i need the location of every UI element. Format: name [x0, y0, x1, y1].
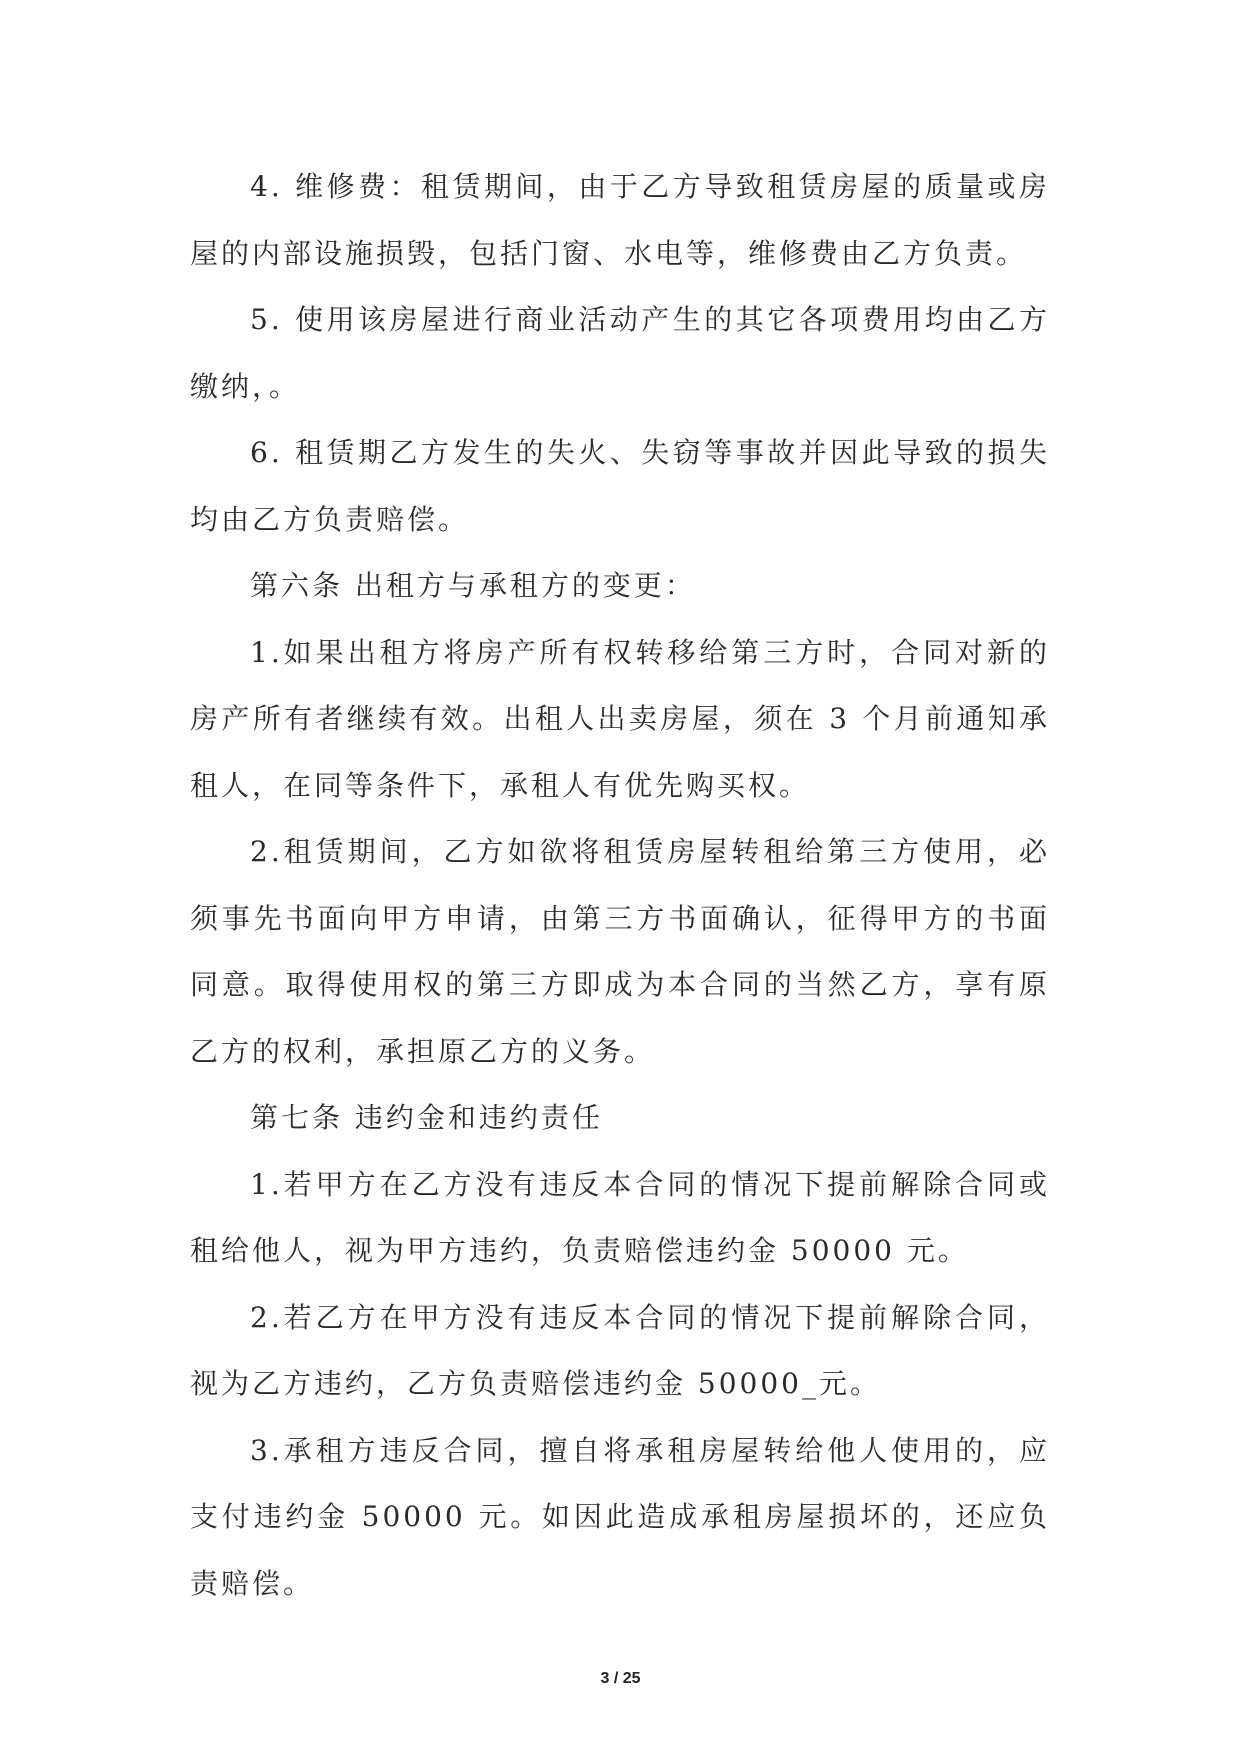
article-seven-heading: 第七条 违约金和违约责任 [250, 1101, 603, 1134]
clause-commercial-fees: 5. 使用该房屋进行商业活动产生的其它各项费用均由乙方缴纳，。 [190, 303, 1050, 403]
clause-unauthorized-sublease: 3.承租方违反合同，擅自将承租房屋转给他人使用的，应支付违约金 50000 元。如因此造成承租房屋损坏的，还应负责赔偿。 [190, 1433, 1050, 1600]
document-body [190, 154, 1050, 1617]
clause-lessee-breach: 2.若乙方在甲方没有违反本合同的情况下提前解除合同，视为乙方违约，乙方负责赔偿违约金 50000_元。 [190, 1300, 1050, 1400]
article-six-heading: 第六条 出租方与承租方的变更： [250, 569, 696, 602]
clause-maintenance-fee: 4. 维修费：租赁期间，由于乙方导致租赁房屋的质量或房屋的内部设施损毁，包括门窗、水电等，维修费由乙方负责。 [190, 170, 1050, 270]
clause-accident-liability: 6. 租赁期乙方发生的失火、失窃等事故并因此导致的损失均由乙方负责赔偿。 [190, 436, 1050, 536]
clause-ownership-transfer: 1.如果出租方将房产所有权转移给第三方时，合同对新的房产所有者继续有效。出租人出卖房屋，须在 3 个月前通知承租人，在同等条件下，承租人有优先购买权。 [190, 635, 1050, 802]
clause-sublease: 2.租赁期间，乙方如欲将租赁房屋转租给第三方使用，必须事先书面向甲方申请，由第三方书面确认，征得甲方的书面同意。取得使用权的第三方即成为本合同的当然乙方，享有原乙方的权利，承担原乙方的义务。 [190, 835, 1050, 1068]
page-number: 3 / 25 [600, 1670, 641, 1687]
clause-lessor-breach: 1.若甲方在乙方没有违反本合同的情况下提前解除合同或租给他人，视为甲方违约，负责赔偿违约金 50000 元。 [190, 1167, 1050, 1267]
